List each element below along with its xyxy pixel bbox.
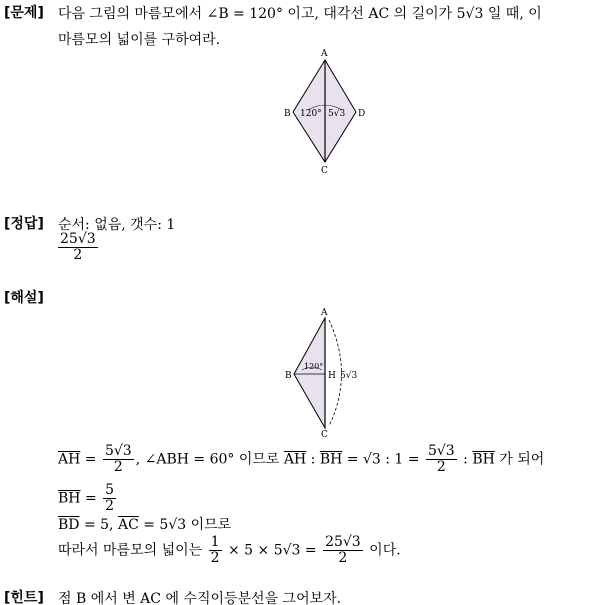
vertex-b-label: B — [284, 109, 291, 119]
answer-fraction — [56, 232, 100, 263]
angle-label: 120° — [304, 362, 324, 371]
hint-line: 점 B 에서 변 AC 에 수직이등분선을 그어보자. — [58, 591, 342, 605]
answer-denominator: 2 — [73, 247, 83, 263]
solution-label: [해설] — [4, 290, 44, 306]
vertex-h-label: H — [328, 371, 336, 381]
vertex-c-label: C — [321, 166, 328, 176]
vertex-b-label: B — [285, 371, 292, 381]
solution-line1: $\overline{AH}$ = $\frac{5√3}{2}$ , ∠ABH = 60° 이므로 $\overline{AH}$ : $\overline{BH} = √3$ : 1 = $\frac{5√3}{2}$ : $\overline{BH}$ 가 되어 — [58, 443, 545, 475]
answer-numerator: 25√3 — [60, 231, 96, 247]
rhombus-figure — [280, 48, 370, 178]
solution-line2: $\overline{BH}$ = $\frac{5}{2}$ — [58, 482, 115, 514]
problem-text-line1: 다음 그림의 마름모에서 ∠B = 120° 이고, 대각선 AC 의 길이가 5√3 일 때, 이 — [58, 6, 542, 22]
solution-line4: 따라서 마름모의 넓이는 $\frac{1}{2}$ × 5 × 5√3 = $\frac{25√3}{2}$ 이다. — [58, 534, 401, 566]
solution-line3: $\overline{BD} = 5$, $\overline{AC} = 5√3$ 이므로 — [58, 517, 232, 533]
diagonal-label: 5√3 — [340, 371, 358, 381]
hint-label: [힌트] — [4, 590, 44, 605]
answer-line: 순서: 없음, 갯수: 1 — [58, 217, 176, 233]
vertex-c-label: C — [321, 430, 328, 438]
rhombus-half-figure — [282, 306, 372, 438]
problem-text-line2: 마름모의 넓이를 구하여라. — [58, 32, 221, 48]
vertex-d-label: D — [358, 109, 366, 119]
diagonal-label: 5√3 — [328, 109, 346, 119]
vertex-a-label: A — [321, 49, 328, 59]
vertex-a-label: A — [321, 308, 328, 318]
problem-label: [문제] — [4, 5, 44, 21]
angle-label: 120° — [300, 109, 322, 119]
answer-label: [정답] — [4, 216, 44, 232]
